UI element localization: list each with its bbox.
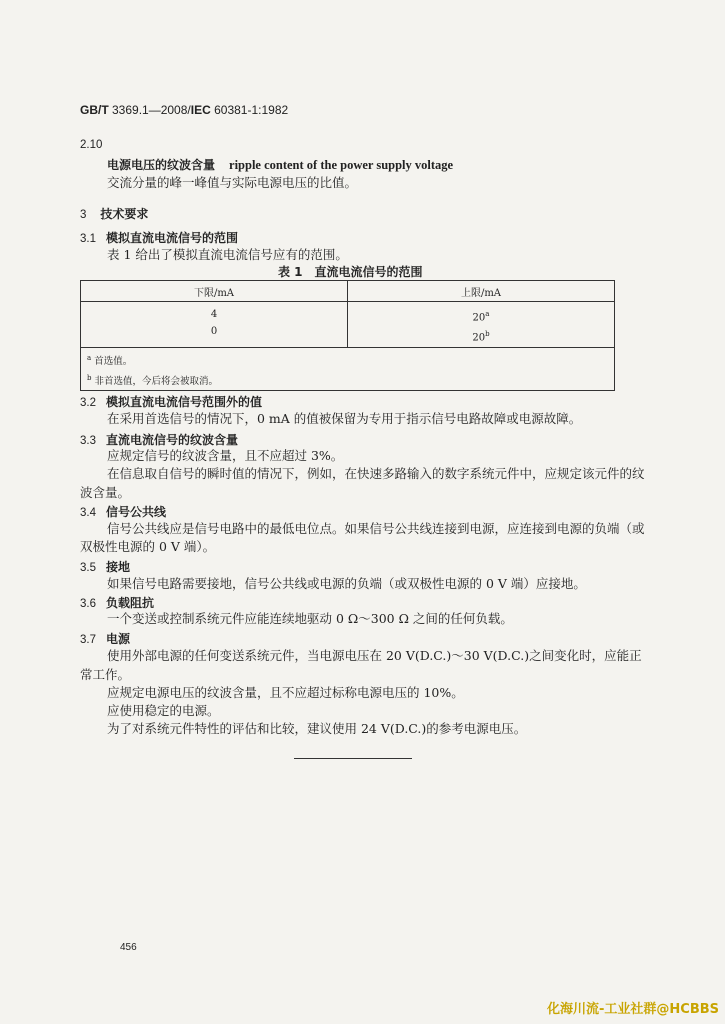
section-3-4-heading <box>80 501 166 520</box>
note-a-text: 首选值。 <box>94 355 133 367</box>
section-3-6-number: 3.6 <box>80 598 96 610</box>
table-1-caption: 表 1 直流电流信号的范围 <box>278 265 423 279</box>
section-3-1-text: 表 1 给出了模拟直流电流信号应有的范围。 <box>107 247 348 262</box>
section-3-4-title: 信号公共线 <box>106 505 167 519</box>
std-number: 3369.1—2008/ <box>108 103 191 117</box>
upper-value-2-number: 20 <box>472 332 486 344</box>
section-3-number: 3 <box>80 209 87 221</box>
section-3-4-number: 3.4 <box>80 507 96 519</box>
section-3-7-heading <box>80 628 130 647</box>
table-row <box>81 302 615 348</box>
section-3-3-text-2-cont: 波含量。 <box>80 485 131 500</box>
note-a-mark: a <box>87 353 92 362</box>
upper-value-1 <box>348 306 614 326</box>
footnote-mark-b: b <box>485 330 490 339</box>
std-prefix: GB/T <box>80 103 109 117</box>
section-3-7-title: 电源 <box>106 632 131 646</box>
section-3-2-text: 在采用首选信号的情况下，0 mA 的值被保留为专用于指示信号电路故障或电源故障。 <box>107 411 582 426</box>
upper-values-cell <box>348 302 615 348</box>
term-zh: 电源电压的纹波含量 <box>107 158 216 172</box>
section-3-1-number: 3.1 <box>80 233 96 245</box>
section-3-title: 技术要求 <box>100 207 149 221</box>
section-2-10-number: 2.10 <box>80 139 103 151</box>
end-rule <box>294 758 412 759</box>
section-3-5-heading <box>80 556 130 575</box>
lower-value-2: 0 <box>210 326 218 337</box>
section-3-3-number: 3.3 <box>80 435 96 447</box>
section-3-5-title: 接地 <box>106 560 131 574</box>
upper-value-2 <box>348 326 614 346</box>
lower-values-cell <box>81 302 348 348</box>
note-a <box>87 350 614 370</box>
upper-value-1-number: 20 <box>472 312 486 324</box>
col-lower-header: 下限/mA <box>81 281 348 302</box>
section-3-1-heading <box>80 227 238 246</box>
section-2-10-definition: 交流分量的峰一峰值与实际电源电压的比值。 <box>107 175 358 190</box>
section-3-7-text-1: 使用外部电源的任何变送系统元件，当电源电压在 20 V(D.C.)～30 V(D.C.)之间变化时，应能正 <box>107 648 642 663</box>
section-3-7-text-4: 为了对系统元件特性的评估和比较，建议使用 24 V(D.C.)的参考电源电压。 <box>107 721 527 736</box>
section-3-4-text: 信号公共线应是信号电路中的最低电位点。如果信号公共线连接到电源，应连接到电源的负端（或 <box>107 521 645 536</box>
table-notes-cell <box>81 347 615 390</box>
section-3-heading <box>80 203 148 222</box>
section-3-6-title: 负载阻抗 <box>106 596 155 610</box>
section-3-2-number: 3.2 <box>80 397 96 409</box>
standard-header <box>80 103 288 117</box>
section-3-4-text-cont: 双极性电源的 0 V 端）。 <box>80 539 216 554</box>
section-3-7-text-1-cont: 常工作。 <box>80 667 131 682</box>
section-3-5-text: 如果信号电路需要接地，信号公共线或电源的负端（或双极性电源的 0 V 端）应接地。 <box>107 576 586 591</box>
note-b <box>87 370 614 390</box>
section-2-10-term <box>107 154 453 173</box>
section-3-2-heading <box>80 391 262 410</box>
table-header-row <box>81 281 615 302</box>
footnote-mark-a: a <box>485 310 490 318</box>
page-number: 456 <box>120 942 137 953</box>
section-3-7-text-2: 应规定电源电压的纹波含量，且不应超过标称电源电压的 10%。 <box>107 685 464 700</box>
section-3-5-number: 3.5 <box>80 562 96 574</box>
std-iec-number: 60381-1:1982 <box>210 103 289 117</box>
col-upper-header: 上限/mA <box>348 281 615 302</box>
section-3-6-text: 一个变送或控制系统元件应能连续地驱动 0 Ω～300 Ω 之间的任何负载。 <box>107 611 513 626</box>
section-3-2-title: 模拟直流电流信号范围外的值 <box>106 395 263 409</box>
section-3-7-number: 3.7 <box>80 634 96 646</box>
table-notes-row <box>81 347 615 390</box>
note-b-mark: b <box>87 373 92 382</box>
section-3-3-text-1: 应规定信号的纹波含量，且不应超过 3%。 <box>107 448 344 463</box>
note-b-text: 非首选值，今后将会被取消。 <box>94 375 219 387</box>
lower-value-1: 4 <box>210 309 218 320</box>
watermark: 化海川流-工业社群@HCBBS <box>547 1002 719 1017</box>
section-3-3-text-2: 在信息取自信号的瞬时值的情况下，例如，在快速多路输入的数字系统元件中，应规定该元件的纹 <box>107 466 645 481</box>
term-en: ripple content of the power supply voltage <box>229 158 454 172</box>
section-3-1-title: 模拟直流电流信号的范围 <box>106 231 239 245</box>
std-iec: IEC <box>190 103 211 117</box>
table-1 <box>80 280 615 391</box>
section-3-7-text-3: 应使用稳定的电源。 <box>107 703 220 718</box>
section-3-3-title: 直流电流信号的纹波含量 <box>106 433 239 447</box>
